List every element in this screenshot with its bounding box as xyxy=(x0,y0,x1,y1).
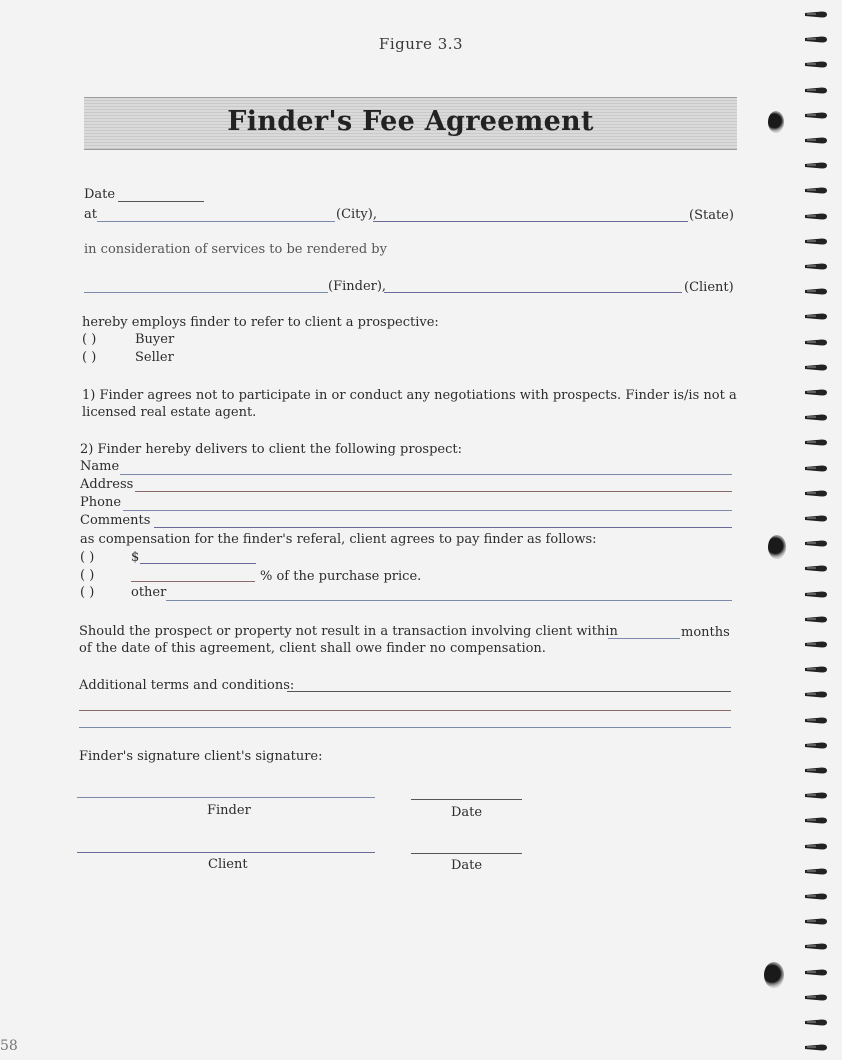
binding-ring-icon xyxy=(804,942,828,951)
binding-ring-icon xyxy=(804,690,828,699)
finder-date-field[interactable] xyxy=(411,799,522,800)
percent-text: % of the purchase price. xyxy=(260,569,422,584)
binding-ring-icon xyxy=(804,665,828,674)
additional-terms-field-2[interactable] xyxy=(79,710,731,711)
binding-ring-icon xyxy=(804,816,828,825)
page-number: 58 xyxy=(0,1038,18,1054)
binding-ring-icon xyxy=(804,413,828,422)
binding-ring-icon xyxy=(804,287,828,296)
clause2-intro: 2) Finder hereby delivers to client the following prospect: xyxy=(80,442,462,457)
additional-terms-field-3[interactable] xyxy=(79,727,731,728)
finder-date-label: Date xyxy=(451,805,483,820)
binding-ring-icon xyxy=(804,640,828,649)
seller-checkbox[interactable]: ( ) xyxy=(82,350,97,365)
buyer-label: Buyer xyxy=(135,332,175,347)
state-label: (State) xyxy=(689,208,734,223)
should-line2: of the date of this agreement, client shall owe finder no compensation. xyxy=(79,641,546,656)
additional-terms-label: Additional terms and conditions: xyxy=(79,678,295,693)
client-signature-field[interactable] xyxy=(77,852,375,853)
date-label: Date xyxy=(84,187,116,202)
figure-caption: Figure 3.3 xyxy=(378,35,464,53)
binding-ring-icon xyxy=(804,791,828,800)
other-checkbox[interactable]: ( ) xyxy=(80,585,95,600)
phone-label: Phone xyxy=(80,495,122,510)
address-label: Address xyxy=(80,477,134,492)
punch-hole-bottom xyxy=(764,962,784,988)
finder-signature-field[interactable] xyxy=(77,797,375,798)
binding-ring-icon xyxy=(804,590,828,599)
comments-label: Comments xyxy=(80,513,151,528)
binding-ring-icon xyxy=(804,86,828,95)
binding-ring-icon xyxy=(804,842,828,851)
additional-terms-field-1[interactable] xyxy=(287,691,731,692)
binding-ring-icon xyxy=(804,968,828,977)
binding-ring-icon xyxy=(804,867,828,876)
state-field[interactable] xyxy=(373,221,688,222)
dollar-sign: $ xyxy=(131,550,140,565)
other-field[interactable] xyxy=(166,600,732,601)
binding-ring-icon xyxy=(804,35,828,44)
dollar-amount-field[interactable] xyxy=(140,563,256,564)
clause1-line1: 1) Finder agrees not to participate in or conduct any negotiations with prospects. Finder is/is not a xyxy=(82,388,737,403)
percent-checkbox[interactable]: ( ) xyxy=(80,568,95,583)
dollar-checkbox[interactable]: ( ) xyxy=(80,550,95,565)
at-label: at xyxy=(84,207,97,222)
punch-hole-top xyxy=(768,111,784,133)
binding-ring-icon xyxy=(804,539,828,548)
binding-ring-icon xyxy=(804,237,828,246)
binding-ring-icon xyxy=(804,338,828,347)
clause1-line2: licensed real estate agent. xyxy=(82,405,257,420)
binding-ring-icon xyxy=(804,1018,828,1027)
binding-ring-icon xyxy=(804,10,828,19)
binding-ring-icon xyxy=(804,892,828,901)
binding-ring-icon xyxy=(804,363,828,372)
address-field[interactable] xyxy=(135,491,732,492)
binding-ring-icon xyxy=(804,388,828,397)
consideration-text: in consideration of services to be rendered by xyxy=(84,242,387,257)
phone-field[interactable] xyxy=(123,510,732,511)
punch-hole-middle xyxy=(768,535,786,559)
name-field[interactable] xyxy=(120,474,732,475)
finder-label: (Finder), xyxy=(328,279,387,294)
finder-name-field[interactable] xyxy=(84,292,328,293)
binding-ring-icon xyxy=(804,136,828,145)
signature-heading: Finder's signature client's signature: xyxy=(79,749,323,764)
finder-signature-label: Finder xyxy=(207,803,251,818)
binding-ring-icon xyxy=(804,766,828,775)
employ-intro: hereby employs finder to refer to client a prospective: xyxy=(82,315,439,330)
client-date-field[interactable] xyxy=(411,853,522,854)
date-field[interactable] xyxy=(118,201,204,202)
compensation-intro: as compensation for the finder's referal, client agrees to pay finder as follows: xyxy=(80,532,597,547)
title-banner xyxy=(84,97,737,150)
months-field[interactable] xyxy=(608,638,680,639)
city-label: (City), xyxy=(336,207,377,222)
other-label: other xyxy=(131,585,167,600)
comments-field[interactable] xyxy=(154,527,732,528)
buyer-checkbox[interactable]: ( ) xyxy=(82,332,97,347)
client-signature-label: Client xyxy=(208,857,248,872)
binding-ring-icon xyxy=(804,312,828,321)
should-line1: Should the prospect or property not result in a transaction involving client within xyxy=(79,624,618,639)
binding-ring-icon xyxy=(804,514,828,523)
page-title: Finder's Fee Agreement xyxy=(227,106,594,137)
binding-ring-icon xyxy=(804,60,828,69)
binding-ring-icon xyxy=(804,615,828,624)
name-label: Name xyxy=(80,459,120,474)
binding-ring-icon xyxy=(804,262,828,271)
binding-ring-icon xyxy=(804,438,828,447)
months-label: months xyxy=(681,625,730,640)
binding-ring-icon xyxy=(804,186,828,195)
binding-ring-icon xyxy=(804,917,828,926)
binding-ring-icon xyxy=(804,161,828,170)
binding-ring-icon xyxy=(804,464,828,473)
binding-ring-icon xyxy=(804,1043,828,1052)
binding-ring-icon xyxy=(804,111,828,120)
client-label: (Client) xyxy=(684,280,734,295)
client-name-field[interactable] xyxy=(384,292,682,293)
client-date-label: Date xyxy=(451,858,483,873)
binding-ring-icon xyxy=(804,993,828,1002)
city-field[interactable] xyxy=(97,221,335,222)
binding-ring-icon xyxy=(804,564,828,573)
binding-ring-icon xyxy=(804,489,828,498)
binding-ring-icon xyxy=(804,716,828,725)
percent-field[interactable] xyxy=(131,581,255,582)
binding-ring-icon xyxy=(804,212,828,221)
binding-ring-icon xyxy=(804,741,828,750)
seller-label: Seller xyxy=(135,350,174,365)
